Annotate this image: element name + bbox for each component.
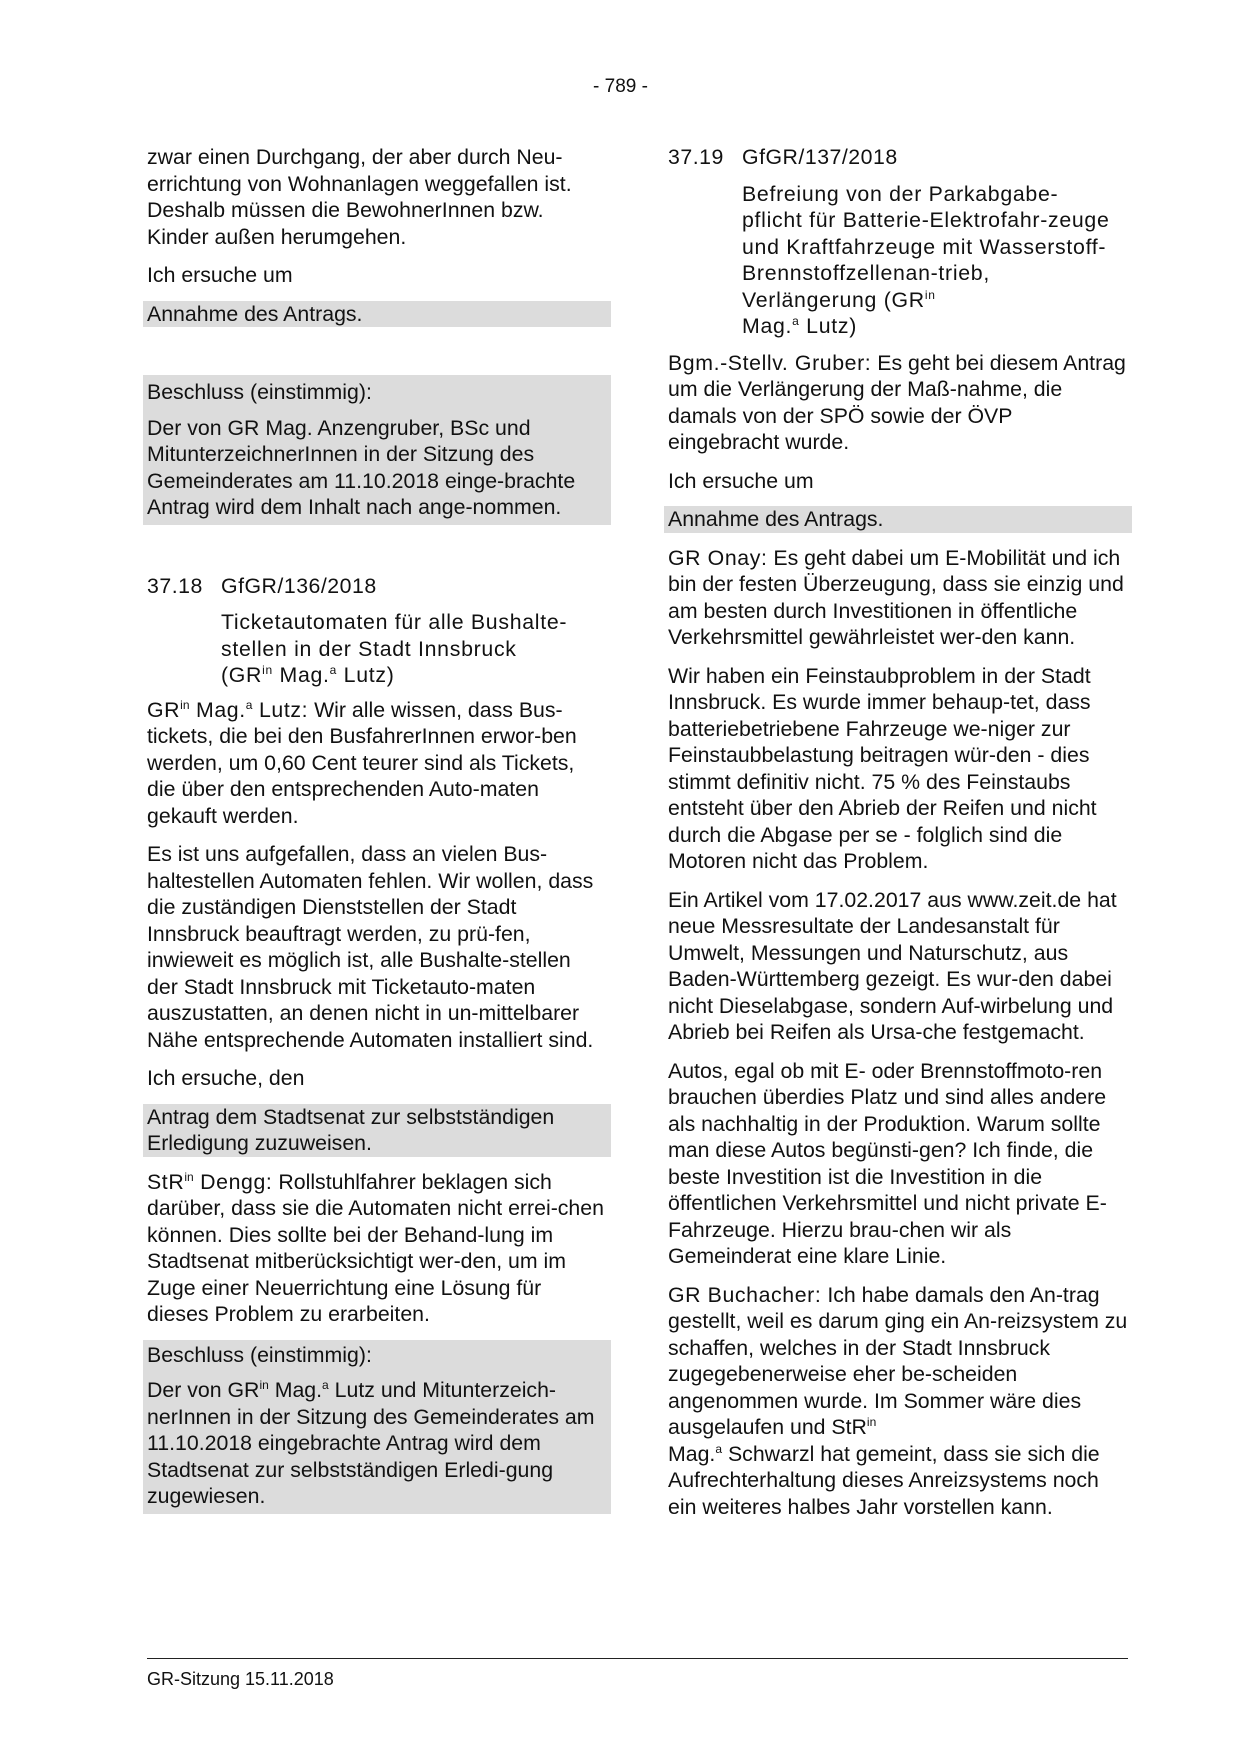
beschluss-heading: Beschluss (einstimmig): xyxy=(147,380,372,404)
page-number: - 789 - xyxy=(593,76,648,97)
beschluss-text: Der von $GR^{in}$ Mag.$^a$ Lutz und Mitunterzeich-nerInnen in der Sitzung des Gemeinderates am 11.10.2018 eingebrachte Antrag wird dem Stadtsenat zur selbstständigen Erledi-gung zugewiesen. xyxy=(147,1378,595,1508)
agenda-item-37-19 xyxy=(668,144,1128,171)
statement-onay: GR Onay: Es geht dabei um E-Mobilität und ich bin der festen Überzeugung, dass sie einzig und am besten durch Investitionen in öffentliche Verkehrsmittel gewährleistet wer-den kann. xyxy=(668,545,1124,649)
paragraph-autos: Autos, egal ob mit E- oder Brennstoffmoto-ren brauchen überdies Platz und sind alles andere als nachhaltig in der Produktion. Warum sollte man diese Autos begünsti-gen? Ich finde, die beste Investition ist die Investition in die öffentlichen Verkehrsmittel und nicht private E-Fahrzeuge. Hierzu brau-chen wir als Gemeinderat eine klare Linie. xyxy=(668,1058,1107,1268)
paragraph-artikel: Ein Artikel vom 17.02.2017 aus www.zeit.de hat neue Messresultate der Landesanstalt für Umwelt, Messungen und Naturschutz, aus Baden-Württemberg gezeigt. Es wur-den dabei nicht Dieselabgase, sondern Auf-wirbelung und Abrieb bei Reifen als Ursa-che festgemacht. xyxy=(668,887,1117,1044)
paragraph-ersuche-um: Ich ersuche um xyxy=(147,263,293,287)
item-title: Befreiung von der Parkabgabe-pflicht für Batterie-Elektrofahr-zeuge und Kraftfahrzeuge mit Wasserstoff-Brennstoffzellenan-trieb, Verlängerung ($GR^{in}$ Mag.$^a$ Lutz) xyxy=(742,181,1110,338)
statement-lutz: $GR^{in}$ Mag.$^a$ Lutz: Wir alle wissen, dass Bus-tickets, die bei den BusfahrerInnen erwor-ben werden, um 0,60 Cent teurer sind als Tickets, die über den entsprechenden Auto-maten gekauft werden. xyxy=(147,697,577,828)
footer-text: GR-Sitzung 15.11.2018 xyxy=(147,1669,334,1689)
motion-annahme: Annahme des Antrags. xyxy=(143,301,611,328)
paragraph-ersuche-den: Ich ersuche, den xyxy=(147,1066,305,1090)
beschluss-box-2 xyxy=(143,1340,611,1514)
statement-dengg: StR$^{in}$ Dengg: Rollstuhlfahrer beklagen sich darüber, dass sie die Automaten nicht errei-chen können. Dies sollte bei der Behand-lung im Stadtsenat mitberücksichtigt wer-den, um im Zuge einer Neuerrichtung eine Lösung für dieses Problem zu erarbeiten. xyxy=(147,1169,604,1326)
paragraph-ersuche-um: Ich ersuche um xyxy=(668,468,814,493)
footer-divider xyxy=(147,1658,1128,1659)
motion-annahme: Annahme des Antrags. xyxy=(664,506,1132,533)
item-code: GfGR/136/2018 xyxy=(221,573,377,598)
beschluss-heading: Beschluss (einstimmig): xyxy=(147,1342,372,1367)
item-code: GfGR/137/2018 xyxy=(742,145,898,169)
paragraph-aufgefallen: Es ist uns aufgefallen, dass an vielen Bus-haltestellen Automaten fehlen. Wir wollen, dass die zuständigen Dienststellen der Stadt Innsbruck beauftragt werden, zu prü-fen, inwieweit es möglich ist, alle Bushalte-stellen der Stadt Innsbruck mit Ticketauto-maten auszustatten, an denen nicht in un-mittelbarer Nähe entsprechende Automaten installiert sind. xyxy=(147,842,594,1052)
statement-gruber: Bgm.-Stellv. Gruber: Es geht bei diesem Antrag um die Verlängerung der Maß-nahme, die damals von der SPÖ sowie der ÖVP eingebracht wurde. xyxy=(668,350,1126,454)
agenda-item-37-18 xyxy=(147,573,607,600)
beschluss-box-1 xyxy=(143,375,611,525)
statement-buchacher: GR Buchacher: Ich habe damals den An-trag gestellt, weil es darum ging ein An-reizsystem zu schaffen, welches in der Stadt Innsbruck zugegebenerweise eher be-scheiden angenommen wurde. Im Sommer wäre dies ausgelaufen und StR$^{in}$ Mag.$^a$ Schwarzl hat gemeint, dass sie sich die Aufrechterhaltung dieses Anreizsystems noch ein weiteres halbes Jahr vorstellen kann. xyxy=(668,1282,1128,1519)
left-column xyxy=(147,144,607,1514)
item-title: Ticketautomaten für alle Bushalte-stellen in der Stadt Innsbruck ($GR^{in}$ Mag.$^a$ Lutz) xyxy=(221,610,568,687)
item-number: 37.19 xyxy=(668,145,724,169)
paragraph-durchgang: zwar einen Durchgang, der aber durch Neu-errichtung von Wohnanlagen weggefallen ist. Deshalb müssen die BewohnerInnen bzw. Kinder außen herumgehen. xyxy=(147,145,572,249)
motion-zuweisen: Antrag dem Stadtsenat zur selbstständigen Erledigung zuzuweisen. xyxy=(143,1104,611,1157)
right-column xyxy=(668,144,1128,1532)
paragraph-feinstaub: Wir haben ein Feinstaubproblem in der Stadt Innsbruck. Es wurde immer behaup-tet, dass batteriebetriebene Fahrzeuge we-niger zur Feinstaubbelastung beitragen wür-den - dies stimmt definitiv nicht. 75 % des Feinstaubs entsteht über den Abrieb der Reifen und nicht durch die Abgase per se - folglich sind die Motoren nicht das Problem. xyxy=(668,663,1097,873)
beschluss-text: Der von GR Mag. Anzengruber, BSc und MitunterzeichnerInnen in der Sitzung des Gemeinderates am 11.10.2018 einge-brachte Antrag wird dem Inhalt nach ange-nommen. xyxy=(147,415,576,519)
item-number: 37.18 xyxy=(147,573,203,598)
